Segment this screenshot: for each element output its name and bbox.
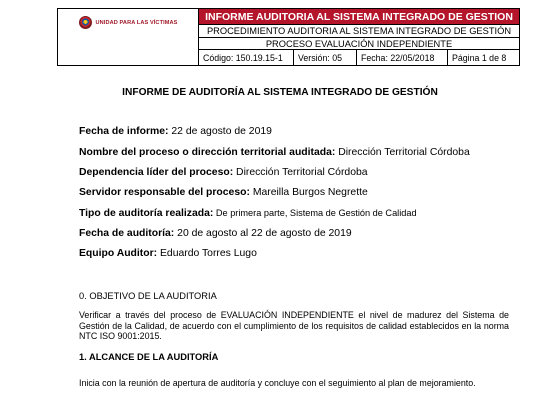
field-label: Fecha de auditoría:: [79, 228, 175, 239]
section-scope-heading: 1. ALCANCE DE LA AUDITORÍA: [79, 352, 219, 362]
procedure-name: PROCEDIMIENTO AUDITORIA AL SISTEMA INTEGRADO DE GESTIÓN: [199, 25, 519, 38]
document-header: [57, 8, 520, 66]
document-meta-row: [199, 50, 519, 65]
field-value: Dirección Territorial Córdoba: [335, 147, 470, 158]
field-audit-team: [79, 248, 257, 259]
field-value: 20 de agosto al 22 de agosto de 2019: [174, 228, 352, 239]
page-number: Página 1 de 8: [452, 52, 507, 63]
field-value: Mareilla Burgos Negrette: [249, 187, 368, 198]
document-date: Fecha: 22/05/2018: [357, 50, 448, 65]
field-value: 22 de agosto de 2019: [168, 126, 272, 137]
section-scope-body: Inicia con la reunión de apertura de auditoría y concluye con el seguimiento al plan de mejoramiento.: [79, 378, 476, 388]
field-audit-type: [79, 208, 417, 219]
page-title: INFORME DE AUDITORÍA AL SISTEMA INTEGRADO DE GESTIÓN: [122, 87, 438, 98]
field-responsible: [79, 187, 368, 198]
document-version: Versión: 05: [294, 50, 357, 65]
field-label: Nombre del proceso o dirección territorial auditada:: [79, 147, 336, 158]
unidad-victimas-logo: [79, 16, 178, 29]
field-audited-process: [79, 147, 470, 158]
field-label: Dependencia líder del proceso:: [79, 167, 234, 178]
field-lead-unit: [79, 167, 368, 178]
logo-text: UNIDAD PARA LAS VÍCTIMAS: [95, 19, 178, 26]
field-label: Equipo Auditor:: [79, 248, 158, 259]
field-audit-date: [79, 228, 352, 239]
report-title-bar: INFORME AUDITORIA AL SISTEMA INTEGRADO DE GESTION: [199, 9, 519, 25]
field-label: Fecha de informe:: [79, 126, 169, 137]
field-value: Eduardo Torres Lugo: [157, 248, 257, 259]
process-name: PROCESO EVALUACIÓN INDEPENDIENTE: [199, 38, 519, 50]
field-value: De primera parte, Sistema de Gestión de Calidad: [213, 208, 417, 218]
field-label: Tipo de auditoría realizada:: [79, 208, 214, 219]
section-objective-body: Verificar a través del proceso de EVALUACIÓN INDEPENDIENTE el nivel de madurez del Sistema de Gestión de la Calidad, de acuerdo con el cumplimiento de los requisitos de calidad establecidos en la norma NTC ISO 9001:2015.: [79, 310, 509, 342]
document-code: Código: 150.19.15-1: [199, 50, 294, 65]
section-objective-heading: 0. OBJETIVO DE LA AUDITORIA: [79, 291, 217, 301]
seal-icon: [79, 16, 92, 29]
field-label: Servidor responsable del proceso:: [79, 187, 250, 198]
field-value: Dirección Territorial Córdoba: [233, 167, 368, 178]
logo-cell: [58, 9, 199, 65]
field-report-date: [79, 126, 272, 137]
